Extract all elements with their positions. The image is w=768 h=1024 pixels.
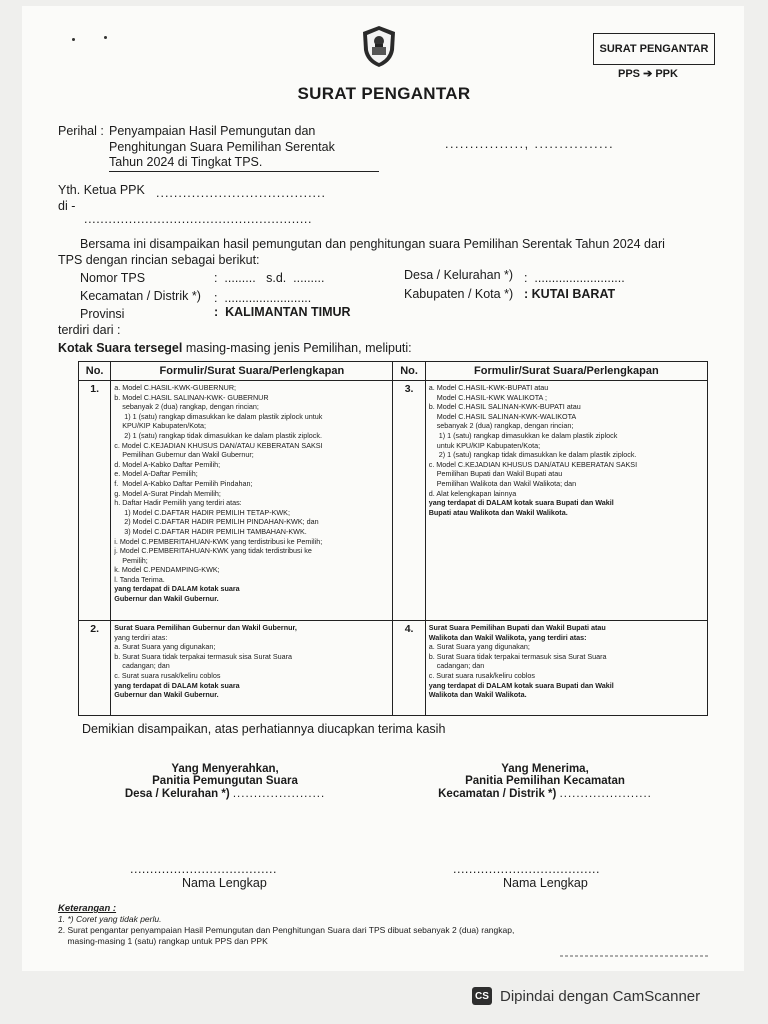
cell-line: yang terdapat di DALAM kotak suara Bupati dan Wakil xyxy=(428,680,614,690)
intro-paragraph: Bersama ini disampaikan hasil pemungutan dan penghitungan suara Pemilihan Serentak Tahun 2024 dari xyxy=(80,237,665,251)
provinsi-value: : KALIMANTAN TIMUR xyxy=(214,305,351,319)
signature-committee: Panitia Pemilihan Kecamatan xyxy=(465,775,625,787)
kabupaten-label: Kabupaten / Kota *) xyxy=(404,287,514,301)
row-number: 1. xyxy=(79,381,111,621)
closing-text: Demikian disampaikan, atas perhatiannya diucapkan terima kasih xyxy=(82,722,446,736)
yth-dots[interactable]: ...................................... xyxy=(156,186,326,200)
cell-line: Surat Suara Pemilihan Gubernur dan Wakil Gubernur, xyxy=(114,623,297,632)
cell-line: b. Surat Suara tidak terpakai termasuk sisa Surat Suara xyxy=(114,651,293,661)
cell-line: yang terdiri atas: xyxy=(114,632,168,642)
camscanner-watermark xyxy=(472,982,758,1010)
cell-line: 1) 1 (satu) rangkap dimasukkan ke dalam plastik ziplock xyxy=(438,430,618,440)
perihal-text xyxy=(109,124,379,172)
table-row xyxy=(79,621,708,716)
cell-line: 2) Model C.DAFTAR HADIR PEMILIH PINDAHAN-KWK; dan xyxy=(124,517,319,527)
perihal-line: Penghitungan Suara Pemilihan Serentak xyxy=(109,139,335,154)
cell-line: Pemilihan Gubernur dan Wakil Gubernur; xyxy=(114,450,254,460)
cell-line: Gubernur dan Wakil Gubernur. xyxy=(114,594,219,604)
cell-line: a. Model C.HASIL-KWK-BUPATI atau xyxy=(428,383,549,392)
cell-line: 2) 1 (satu) rangkap tidak dimasukkan ke dalam plastik ziplock. xyxy=(124,430,322,440)
perihal-line: Penyampaian Hasil Pemungutan dan xyxy=(109,124,316,138)
desa-value[interactable]: : .......................... xyxy=(524,271,625,285)
cell-line: a. Model C.HASIL-KWK-GUBERNUR; xyxy=(114,383,237,392)
cell-line: sebanyak 2 (dua) rangkap, dengan rincian; xyxy=(114,402,259,412)
cell-line: b. Surat Suara tidak terpakai termasuk sisa Surat Suara xyxy=(428,651,607,661)
scan-speck xyxy=(72,38,75,41)
col-no-header: No. xyxy=(79,362,111,381)
date-dots[interactable]: ................, ................ xyxy=(445,137,615,151)
keterangan-note-3: masing-masing 1 (satu) rangkap untuk PPS dan PPK xyxy=(58,936,268,946)
terdiri-label: terdiri dari : xyxy=(58,323,121,337)
desa-label: Desa / Kelurahan *) xyxy=(404,268,514,282)
cell-line: Bupati atau Walikota dan Wakil Walikota. xyxy=(428,507,568,517)
signature-role: Yang Menyerahkan, xyxy=(171,763,279,775)
table-header-row xyxy=(79,362,708,381)
perihal-label: Perihal : xyxy=(58,124,104,138)
page-title: SURAT PENGANTAR xyxy=(297,84,471,103)
nama-lengkap-right: Nama Lengkap xyxy=(503,876,588,890)
cell-line: c. Surat suara rusak/keliru coblos xyxy=(428,670,535,680)
cell-line: 1) 1 (satu) rangkap dimasukkan ke dalam plastik ziplock untuk xyxy=(124,411,323,421)
di-label: di - xyxy=(58,199,76,213)
cell-line: Walikota dan Wakil Walikota. xyxy=(428,690,527,700)
table-row xyxy=(79,381,708,621)
cell-line: e. Model A-Daftar Pemilih; xyxy=(114,469,198,479)
cell-line: b. Model C.HASIL SALINAN-KWK- GUBERNUR xyxy=(114,392,269,402)
row-number: 4. xyxy=(393,621,425,716)
camscanner-text: Dipindai dengan CamScanner xyxy=(500,987,701,1005)
signature-location-dots[interactable]: ...................... xyxy=(559,788,652,800)
cell-line: cadangan; dan xyxy=(428,661,485,671)
row-content xyxy=(111,381,393,621)
cell-line: c. Model C.KEJADIAN KHUSUS DAN/ATAU KEBERATAN SAKSI xyxy=(428,459,638,469)
scan-speck xyxy=(104,36,107,39)
cell-line: c. Surat suara rusak/keliru coblos xyxy=(114,670,221,680)
name-dots-right[interactable]: ..................................... xyxy=(453,862,600,876)
signature-location-label: Kecamatan / Distrik *) xyxy=(438,788,557,800)
cell-line: Surat Suara Pemilihan Bupati dan Wakil Bupati atau xyxy=(428,623,606,632)
cell-line: f. Model A-Kabko Daftar Pemilih Pindahan; xyxy=(114,478,253,488)
kotak-suara-rest: masing-masing jenis Pemilihan, meliputi: xyxy=(182,341,412,355)
signature-right xyxy=(395,763,695,800)
cell-line: untuk KPU/KIP Kabupaten/Kota; xyxy=(428,440,541,450)
col-formulir-header: Formulir/Surat Suara/Perlengkapan xyxy=(111,362,393,381)
signature-location xyxy=(80,788,370,800)
cell-line: Pemilihan Walikota dan Wakil Walikota; dan xyxy=(428,478,577,488)
cell-line: sebanyak 2 (dua) rangkap, dengan rincian; xyxy=(428,421,574,431)
camscanner-logo-icon: CS xyxy=(472,987,492,1005)
keterangan-note-2: 2. Surat pengantar penyampaian Hasil Pemungutan dan Penghitungan Suara dari TPS dibuat sebanyak 2 (dua) rangkap, xyxy=(58,925,515,935)
kabupaten-value: : KUTAI BARAT xyxy=(524,287,616,301)
cell-line: Pemilihan Bupati dan Wakil Bupati atau xyxy=(428,469,563,479)
cell-line: b. Model C.HASIL SALINAN-KWK-BUPATI atau xyxy=(428,402,581,412)
nama-lengkap-left: Nama Lengkap xyxy=(182,876,267,890)
cell-line: a. Surat Suara yang digunakan; xyxy=(428,642,530,652)
cell-line: g. Model A-Surat Pindah Memilih; xyxy=(114,488,221,498)
row-content xyxy=(111,621,393,716)
col-no-header: No. xyxy=(393,362,425,381)
signature-location xyxy=(395,788,695,800)
keterangan-title: Keterangan : xyxy=(58,903,117,914)
perihal-line: Tahun 2024 di Tingkat TPS. xyxy=(109,155,379,172)
row-content xyxy=(425,621,707,716)
col-formulir-header: Formulir/Surat Suara/Perlengkapan xyxy=(425,362,707,381)
cell-line: Model C.HASIL-KWK WALIKOTA ; xyxy=(428,392,547,402)
kecamatan-label: Kecamatan / Distrik *) xyxy=(80,289,201,303)
signature-left xyxy=(80,763,370,800)
row-number: 2. xyxy=(79,621,111,716)
cell-line: Walikota dan Wakil Walikota, yang terdiri atas: xyxy=(428,632,587,642)
cell-line: yang terdapat di DALAM kotak suara xyxy=(114,680,240,690)
cell-line: yang terdapat di DALAM kotak suara Bupati dan Wakil xyxy=(428,498,614,508)
kotak-suara-bold: Kotak Suara tersegel xyxy=(58,341,183,355)
cell-line: d. Model A-Kabko Daftar Pemilih; xyxy=(114,459,221,469)
intro-paragraph-2: TPS dengan rincian sebagai berikut: xyxy=(58,253,260,267)
formulir-table xyxy=(78,361,708,716)
cell-line: 2) 1 (satu) rangkap tidak dimasukkan ke dalam plastik ziplock. xyxy=(438,450,637,460)
cell-line: 1) Model C.DAFTAR HADIR PEMILIH TETAP-KWK; xyxy=(124,507,290,517)
cell-line: KPU/KIP Kabupaten/Kota; xyxy=(114,421,207,431)
cell-line: 3) Model C.DAFTAR HADIR PEMILIH TAMBAHAN-KWK. xyxy=(124,526,307,536)
signature-committee: Panitia Pemungutan Suara xyxy=(152,775,298,787)
cell-line: l. Tanda Terima. xyxy=(114,574,165,584)
signature-role: Yang Menerima, xyxy=(501,763,589,775)
kecamatan-value[interactable]: : ......................... xyxy=(214,291,312,305)
cell-line: d. Alat kelengkapan lainnya xyxy=(428,488,517,498)
cell-line: Pemilih; xyxy=(114,555,148,565)
cell-line: Model C.HASIL SALINAN-KWK-WALIKOTA xyxy=(428,411,577,421)
cell-line: yang terdapat di DALAM kotak suara xyxy=(114,584,240,594)
signature-location-label: Desa / Kelurahan *) xyxy=(124,788,230,800)
cell-line: h. Daftar Hadir Pemilih yang terdiri atas: xyxy=(114,498,242,508)
row-content xyxy=(425,381,707,621)
nomor-tps-value[interactable]: : ......... s.d. ......... xyxy=(214,271,325,285)
cell-line: k. Model C.PENDAMPING-KWK; xyxy=(114,565,220,575)
signature-location-dots[interactable]: ...................... xyxy=(232,788,326,800)
surat-pengantar-box: SURAT PENGANTAR xyxy=(593,33,715,65)
keterangan-note-1: 1. *) Coret yang tidak perlu. xyxy=(58,914,162,924)
kotak-suara-line xyxy=(58,341,412,355)
di-dots[interactable]: ........................................................ xyxy=(84,212,313,226)
nomor-tps-label: Nomor TPS xyxy=(80,271,146,285)
cell-line: cadangan; dan xyxy=(114,661,170,671)
cell-line: j. Model C.PEMBERITAHUAN-KWK yang tidak terdistribusi ke xyxy=(114,546,312,556)
cell-line: Gubernur dan Wakil Gubernur. xyxy=(114,690,219,700)
row-number: 3. xyxy=(393,381,425,621)
provinsi-label: Provinsi xyxy=(80,307,125,321)
footer-fine-print xyxy=(560,955,708,957)
pps-ppk-label: PPS ➔ PPK xyxy=(618,68,678,80)
cell-line: c. Model C.KEJADIAN KHUSUS DAN/ATAU KEBERATAN SAKSI xyxy=(114,440,323,450)
kpu-logo-icon xyxy=(360,24,398,68)
cell-line: a. Surat Suara yang digunakan; xyxy=(114,642,216,652)
name-dots-left[interactable]: ..................................... xyxy=(130,862,277,876)
cell-line: i. Model C.PEMBERITAHUAN-KWK yang terdistribusi ke Pemilih; xyxy=(114,536,323,546)
yth-label: Yth. Ketua PPK xyxy=(58,183,145,197)
